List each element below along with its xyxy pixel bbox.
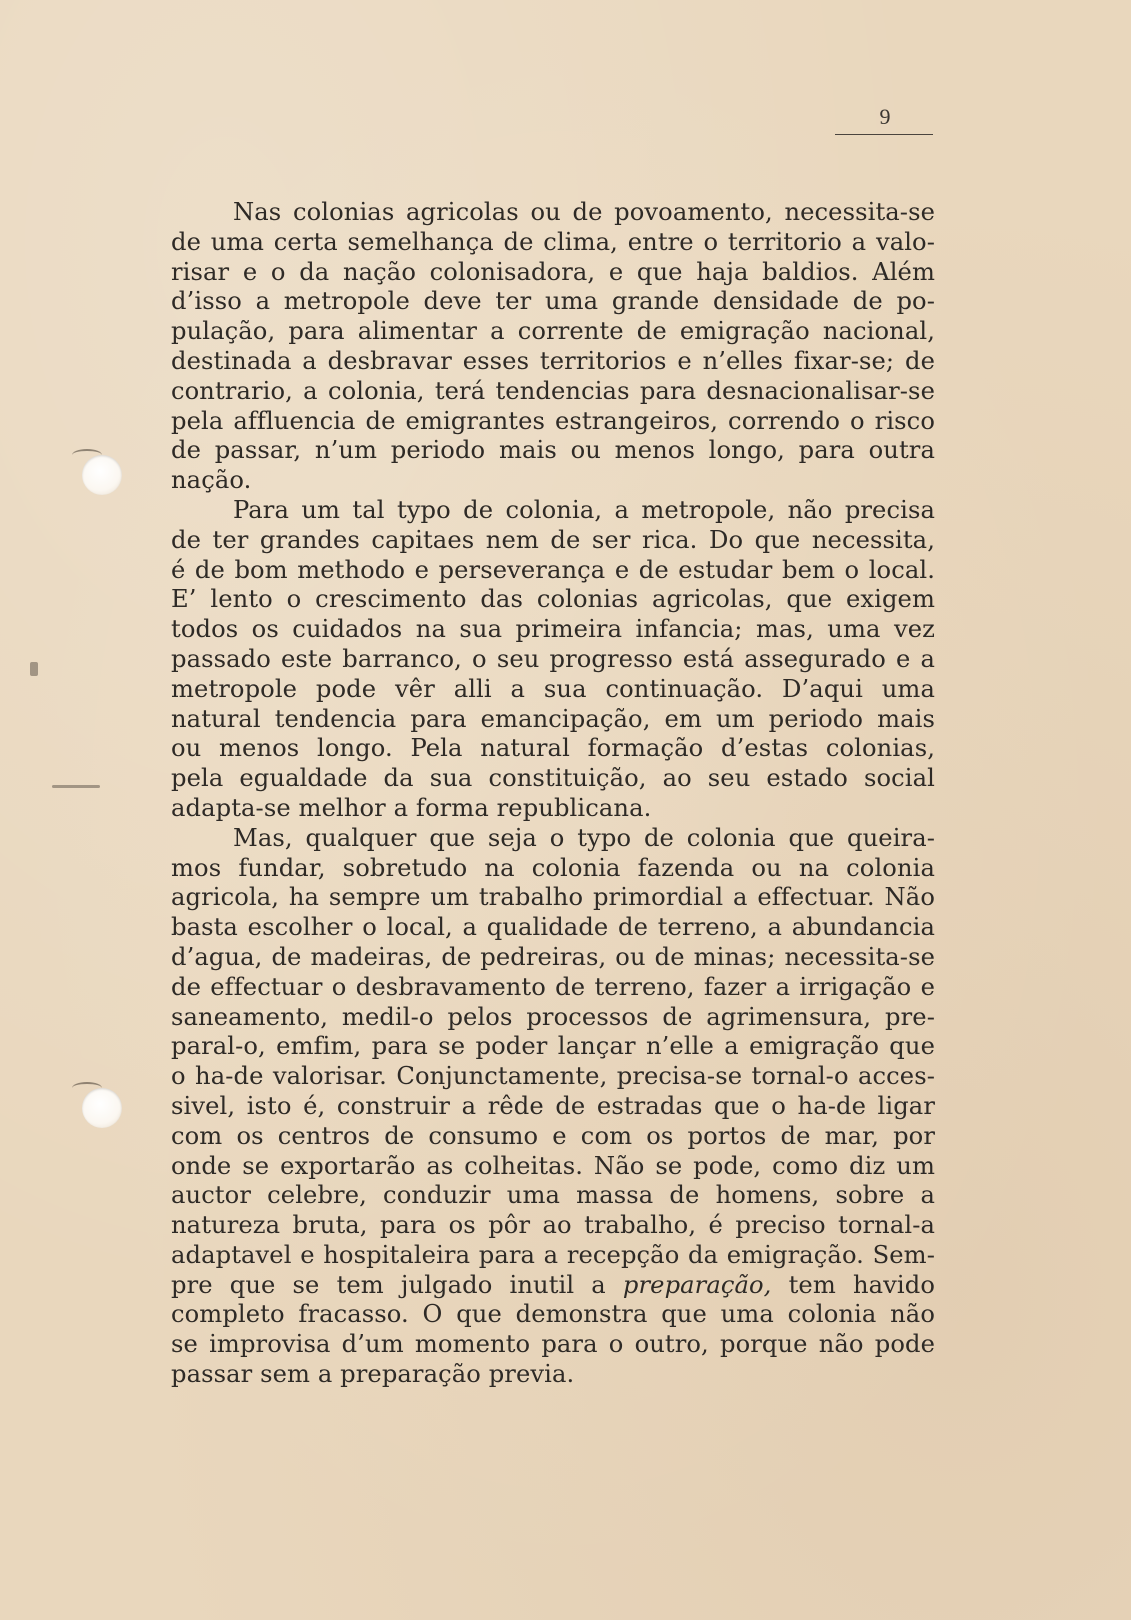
text-line: adapta-se melhor a forma republicana. <box>171 793 652 822</box>
text-line: sivel, isto é, construir a rêde de estradas que o ha-de ligar <box>171 1091 935 1120</box>
page-number: 9 <box>879 104 891 129</box>
text-line: paral-o, emfim, para se poder lançar n’elle a emigração que <box>171 1032 935 1061</box>
text-line: Nas colonias agricolas ou de povoamento, necessita-se <box>233 198 935 226</box>
text-line: contrario, a colonia, terá tendencias para desnacionalisar-se <box>171 376 935 405</box>
text-line: risar e o da nação colonisadora, e que haja baldios. Além <box>171 257 935 286</box>
text-line: saneamento, medil-o pelos processos de agrimensura, pre- <box>171 1002 935 1031</box>
text-line: ou menos longo. Pela natural formação d’estas colonias, <box>171 734 935 763</box>
text-line: destinada a desbravar esses territorios e n’elles fixar-se; de <box>171 346 935 375</box>
text-line: auctor celebre, conduzir uma massa de homens, sobre a <box>171 1181 935 1210</box>
text-segment: tem havido <box>771 1270 935 1299</box>
text-line: adaptavel e hospitaleira para a recepção da emigração. Sem- <box>171 1240 935 1269</box>
text-line: de uma certa semelhança de clima, entre o territorio a valo- <box>171 227 935 256</box>
text-line: natureza bruta, para os pôr ao trabalho, é preciso tornal-a <box>171 1211 935 1240</box>
text-line: é de bom methodo e perseverança e de estudar bem o local. <box>171 555 935 584</box>
text-segment: pre que se tem julgado inutil a <box>171 1270 623 1299</box>
text-line: Para um tal typo de colonia, a metropole, não precisa <box>233 495 935 524</box>
text-line: d’agua, de madeiras, de pedreiras, ou de minas; necessita-se <box>171 942 935 971</box>
text-line: se improvisa d’um momento para o outro, porque não pode <box>171 1330 935 1359</box>
text-line-with-italic <box>171 1271 935 1301</box>
text-line: natural tendencia para emancipação, em um periodo mais <box>171 704 935 733</box>
text-line: mos fundar, sobretudo na colonia fazenda ou na colonia <box>171 853 935 882</box>
punch-hole-top <box>82 455 122 495</box>
page-number-rule <box>835 134 933 135</box>
text-line: onde se exportarão as colheitas. Não se pode, como diz um <box>171 1151 935 1180</box>
italic-emphasis: preparação, <box>622 1270 772 1299</box>
text-line: nação. <box>171 466 252 495</box>
text-line: d’isso a metropole deve ter uma grande densidade de po- <box>171 287 935 316</box>
text-line: completo fracasso. O que demonstra que uma colonia não <box>171 1300 935 1329</box>
text-line: agricola, ha sempre um trabalho primordial a effectuar. Não <box>171 883 935 912</box>
text-line: pela egualdade da sua constituição, ao seu estado social <box>171 764 935 793</box>
page-number-header <box>835 104 935 134</box>
punch-hole-bottom <box>82 1088 122 1128</box>
body-text <box>171 198 935 1390</box>
text-line: E’ lento o crescimento das colonias agricolas, que exigem <box>171 585 935 614</box>
text-line: passado este barranco, o seu progresso está assegurado e a <box>171 644 935 673</box>
margin-mark <box>52 785 100 788</box>
text-line: pela affluencia de emigrantes estrangeiros, correndo o risco <box>171 406 935 435</box>
text-line: com os centros de consumo e com os portos de mar, por <box>171 1121 935 1150</box>
text-line: de effectuar o desbravamento de terreno, fazer a irrigação e <box>171 972 935 1001</box>
margin-mark <box>30 662 38 676</box>
text-line: basta escolher o local, a qualidade de terreno, a abundancia <box>171 913 935 942</box>
text-line: passar sem a preparação previa. <box>171 1360 575 1389</box>
text-line: pulação, para alimentar a corrente de emigração nacional, <box>171 317 935 346</box>
text-line: o ha-de valorisar. Conjunctamente, precisa-se tornal-o acces- <box>171 1062 935 1091</box>
text-line: de passar, n’um periodo mais ou menos longo, para outra <box>171 436 935 465</box>
text-line: metropole pode vêr alli a sua continuação. D’aqui uma <box>171 674 935 703</box>
text-line: todos os cuidados na sua primeira infancia; mas, uma vez <box>171 615 935 644</box>
text-line: de ter grandes capitaes nem de ser rica. Do que necessita, <box>171 525 935 554</box>
text-line: Mas, qualquer que seja o typo de colonia que queira- <box>233 823 935 852</box>
